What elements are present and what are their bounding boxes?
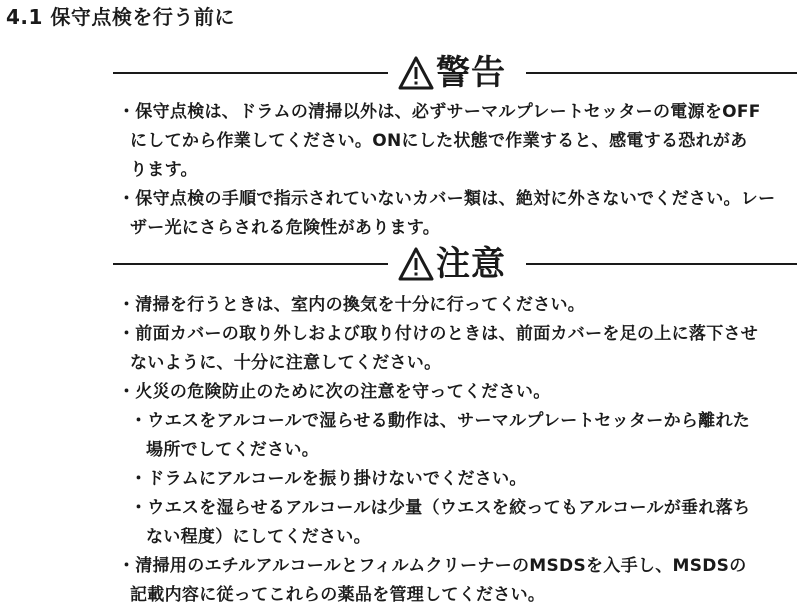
caution-heading-text: 注意 xyxy=(436,244,506,284)
banner-rule-right xyxy=(526,72,797,74)
warning-line: ります。 xyxy=(130,160,198,180)
caution-line: ・清掃を行うときは、室内の換気を十分に行ってください。 xyxy=(118,295,586,315)
warning-banner xyxy=(113,50,797,96)
warning-triangle-icon xyxy=(398,247,434,281)
warning-line: ・保守点検の手順で指示されていないカバー類は、絶対に外さないでください。レー xyxy=(118,189,776,209)
warning-heading-text: 警告 xyxy=(436,53,506,93)
caution-line: ・前面カバーの取り外しおよび取り付けのときは、前面カバーを足の上に落下させ xyxy=(118,324,759,344)
caution-subline: ・ウエスをアルコールで湿らせる動作は、サーマルプレートセッターから離れた xyxy=(130,411,751,431)
warning-line: にしてから作業してください。ONにした状態で作業すると、感電する恐れがあ xyxy=(130,131,748,151)
warning-triangle-icon xyxy=(398,56,434,90)
caution-line: 記載内容に従ってこれらの薬品を管理してください。 xyxy=(130,585,546,605)
caution-subline: ・ドラムにアルコールを振り掛けないでください。 xyxy=(130,469,527,489)
caution-banner xyxy=(113,241,797,287)
banner-rule-left xyxy=(113,263,388,265)
caution-subline: ・ウエスを湿らせるアルコールは少量（ウエスを絞ってもアルコールが垂れ落ち xyxy=(130,498,751,518)
banner-rule-left xyxy=(113,72,388,74)
warning-line: ザー光にさらされる危険性があります。 xyxy=(130,218,441,238)
section-title: 4.1 保守点検を行う前に xyxy=(6,5,235,29)
caution-heading xyxy=(398,241,506,287)
caution-line: ないように、十分に注意してください。 xyxy=(130,353,442,373)
caution-line: ・清掃用のエチルアルコールとフィルムクリーナーのMSDSを入手し、MSDSの xyxy=(118,556,747,576)
caution-subline: 場所でしてください。 xyxy=(146,440,319,460)
caution-line: ・火災の危険防止のために次の注意を守ってください。 xyxy=(118,382,551,402)
warning-heading xyxy=(398,50,506,96)
banner-rule-right xyxy=(526,263,797,265)
warning-line: ・保守点検は、ドラムの清掃以外は、必ずサーマルプレートセッターの電源をOFF xyxy=(118,102,761,122)
caution-subline: ない程度）にしてください。 xyxy=(146,527,371,547)
